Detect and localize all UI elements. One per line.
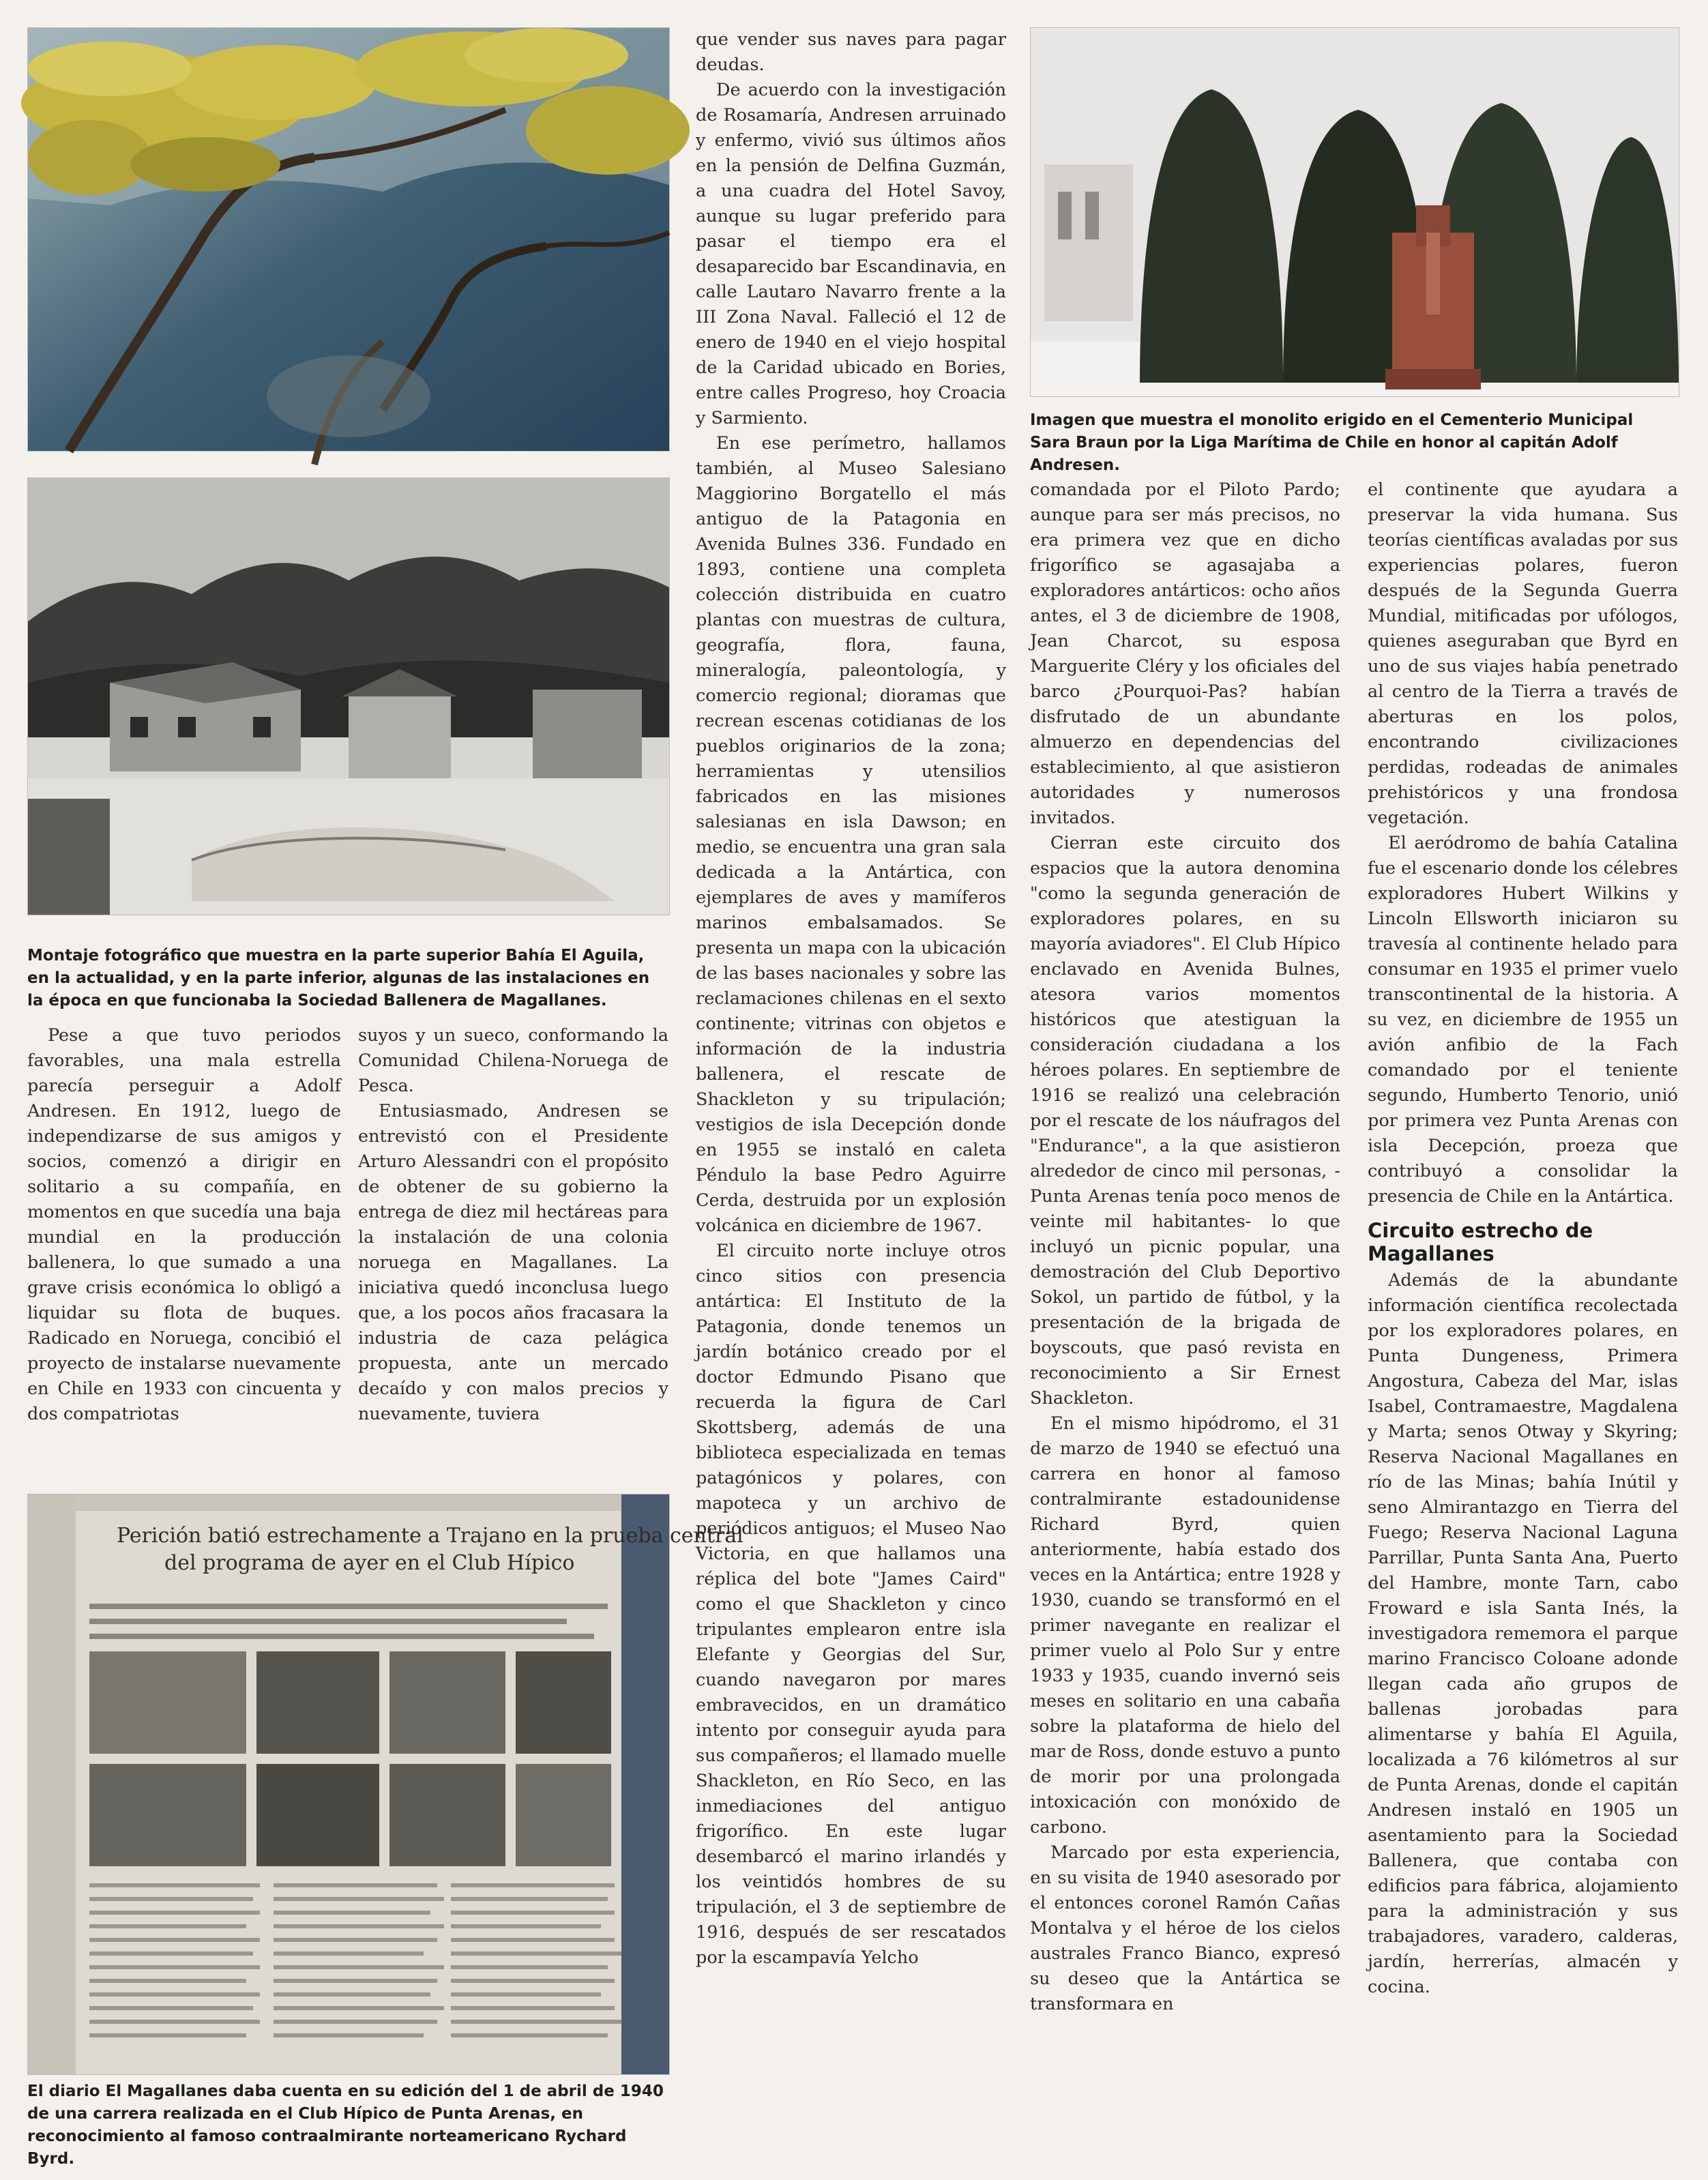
photo-bahia-el-aguila bbox=[27, 27, 670, 452]
column-3 bbox=[696, 27, 1006, 1971]
column-4 bbox=[1030, 477, 1340, 2017]
photo-monolito-cementerio bbox=[1030, 27, 1679, 397]
paragraph: En ese perímetro, hallamos también, al Museo Salesiano Maggiorino Borgatello el más antiguo de la Patagonia en Avenida Bulnes 336. Fundado en 1893, contiene una completa colección distribuida en cuatro plantas con muestras de cultura, geografía, flora, fauna, mineralogía, paleontología, y comercio regional; dioramas que recrean escenas cotidianas de los pueblos originarios de la zona; herramientas y utensilios fabricados en las misiones salesianas en isla Dawson; en medio, se encuentra una gran sala dedicada a la Antártica, con ejemplares de aves y mamíferos marinos embalsamados. Se presenta un mapa con la ubicación de las bases nacionales y sobre las reclamaciones chilenas en el sexto continente; vitrinas con objetos e información de la industria ballenera, el rescate de Shackleton y su tripulación; vestigios de isla Decepción donde en 1955 se instaló en caleta Péndulo la base Pedro Aguirre Cerda, destruida por un explosión volcánica en diciembre de 1967. bbox=[696, 433, 1006, 1236]
column-5 bbox=[1368, 477, 1678, 2000]
paragraph: suyos y un sueco, conformando la Comunidad Chilena-Noruega de Pesca. bbox=[358, 1025, 668, 1096]
paragraph: el continente que ayudara a preservar la vida humana. Sus teorías científicas avaladas por sus experiencias polares, fueron después de la Segunda Guerra Mundial, mitificadas por ufólogos, quienes aseguraban que Byrd en uno de sus viajes había penetrado al centro de la Tierra a través de aberturas en los polos, encontrando civilizaciones perdidas, rodeadas de animales prehistóricos y una frondosa vegetación. bbox=[1368, 480, 1678, 828]
paragraph: Además de la abundante información científica recolectada por los exploradores polares, en Punta Dungeness, Primera Angostura, Cabeza del Mar, islas Isabel, Contramaestre, Magdalena y Marta; senos Otway y Skyring; Reserva Nacional Magallanes en río de las Minas; bahía Inútil y seno Almirantazgo en Tierra del Fuego; Reserva Nacional Laguna Parrillar, Punta Santa Ana, Puerto del Hambre, monte Tarn, cabo Froward e isla Santa Inés, la investigadora rememora el parque marino Francisco Coloane adonde llegan cada año grupos de ballenas jorobadas para alimentarse y bahía El Aguila, localizada a 76 kilómetros al sur de Punta Arenas, donde el capitán Andresen instaló en 1905 un asentamiento para la Sociedad Ballenera, que contaba con edificios para fábrica, alojamiento para la administración y sus trabajadores, varadero, calderas, jardín, herrerías, almacén y cocina. bbox=[1368, 1270, 1678, 1997]
paragraph: Entusiasmado, Andresen se entrevistó con el Presidente Arturo Alessandri con el propósito de obtener de su gobierno la entrega de diez mil hectáreas para la instalación de una colonia noruega en Magallanes. La iniciativa quedó inconclusa luego que, a los pocos años fracasara la industria de caza pelágica propuesta, ante un mercado decaído y con malos precios y nuevamente, tuviera bbox=[358, 1101, 668, 1424]
paragraph: En el mismo hipódromo, el 31 de marzo de 1940 se efectuó una carrera en honor al famoso contralmirante estadounidense Richard Byrd, quien anteriormente, había estado dos veces en la Antártica; entre 1928 y 1930, cuando se transformó en el primer navegante en realizar el primer vuelo al Polo Sur y entre 1933 y 1935, cuando invernó seis meses en solitario en una cabaña sobre la plataforma de hielo del mar de Ross, donde estuvo a punto de morir por una prolongada intoxicación con monóxido de carbono. bbox=[1030, 1413, 1340, 1838]
newspaper-headline-2: del programa de ayer en el Club Hípico bbox=[164, 1551, 575, 1575]
paragraph: Marcado por esta experiencia, en su visita de 1940 asesorado por el entonces coronel Ramón Cañas Montalva y el héroe de los cielos australes Franco Bianco, expresó su deseo que la Antártica se transformara en bbox=[1030, 1842, 1340, 2014]
caption-montaje: Montaje fotográfico que muestra en la parte superior Bahía El Aguila, en la actualidad, y en la parte inferior, algunas de las instalaciones en la época en que funcionaba la Sociedad Ballenera de Magallanes. bbox=[27, 947, 650, 1010]
paragraph: Pese a que tuvo periodos favorables, una mala estrella parecía perseguir a Adolf Andresen. En 1912, luego de independizarse de sus amigos y socios, comenzó a dirigir en solitario a su compañía, en momentos en que sucedía una baja mundial en la producción ballenera, lo que sumado a una grave crisis económica lo obligó a liquidar su flota de buques. Radicado en Noruega, concibió el proyecto de instalarse nuevamente en Chile en 1933 con cincuenta y dos compatriotas bbox=[27, 1025, 341, 1424]
column-2 bbox=[358, 1023, 668, 1427]
paragraph: Cierran este circuito dos espacios que la autora denomina "como la segunda generación de exploradores polares, en su mayoría aviadores". El Club Hípico enclavado en Avenida Bulnes, atesora varios momentos históricos que atestiguan la consideración ciudadana a los héroes polares. En septiembre de 1916 se realizó una celebración por el rescate de los náufragos del "Endurance", a la que asistieron alrededor de cinco mil personas, -Punta Arenas tenía poco menos de veinte mil habitantes- lo que incluyó un picnic popular, una demostración del Club Deportivo Sokol, un partido de fútbol, y la presentación de la brigada de boyscouts, que pasó revista en reconocimiento a Sir Ernest Shackleton. bbox=[1030, 833, 1340, 1409]
section-heading: Circuito estrecho de Magallanes bbox=[1368, 1219, 1593, 1265]
paragraph: El aeródromo de bahía Catalina fue el escenario donde los célebres exploradores Hubert Wilkins y Lincoln Ellsworth iniciaron su travesía al continente helado para consumar en 1935 el primer vuelo transcontinental de la historia. A su vez, en diciembre de 1955 un avión anfibio de la Fach comandado por el teniente segundo, Humberto Tenorio, unió por primera vez Punta Arenas con isla Decepción, proeza que contribuyó a consolidar la presencia de Chile en la Antártica. bbox=[1368, 833, 1679, 1207]
paragraph: El circuito norte incluye otros cinco sitios con presencia antártica: El Instituto de la Patagonia, donde tenemos un jardín botánico creado por el doctor Edmundo Pisano que recuerda la figura de Carl Skottsberg, además de una biblioteca especializada en temas patagónicos y polares, con mapoteca y un archivo de periódicos antiguos; el Museo Nao Victoria, en que hallamos una réplica del bote "James Caird" como el que Shackleton y cinco tripulantes emplearon entre isla Elefante y Georgias del Sur, cuando navegaron por mares embravecidos, en un dramático intento por conseguir ayuda para sus compañeros; el llamado muelle Shackleton, en Río Seco, en las inmediaciones del antiguo frigorífico. En este lugar desembarcó el marino irlandés y los veintidós hombres de su tripulación, el 3 de septiembre de 1916, después de ser rescatados por la escampavía Yelcho bbox=[696, 1241, 1006, 1968]
paragraph: comandada por el Piloto Pardo; aunque para ser más precisos, no era primera vez que en dicho frigorífico se agasajaba a exploradores antárticos: ocho años antes, el 3 de diciembre de 1908, Jean Charcot, su esposa Marguerite Cléry y los oficiales del barco ¿Pourquoi-Pas? habían disfrutado de un abundante almuerzo en dependencias del establecimiento, al que asistieron autoridades y numerosos invitados. bbox=[1030, 480, 1340, 828]
paragraph: De acuerdo con la investigación de Rosamaría, Andresen arruinado y enfermo, vivió sus últimos años en la pensión de Delfina Guzmán, a una cuadra del Hotel Savoy, aunque su lugar preferido para pasar el tiempo era el desaparecido bar Escandinavia, en calle Lautaro Navarro frente a la III Zona Naval. Falleció el 12 de enero de 1940 en el viejo hospital de la Caridad ubicado en Bories, entre calles Progreso, hoy Croacia y Sarmiento. bbox=[696, 80, 1006, 428]
paragraph: que vender sus naves para pagar deudas. bbox=[696, 29, 1006, 75]
newspaper-headline-1: Perición batió estrechamente a Trajano en la prueba central bbox=[117, 1524, 743, 1548]
column-1 bbox=[27, 1023, 341, 1427]
photo-diario-el-magallanes bbox=[27, 1494, 743, 2075]
photo-sociedad-ballenera bbox=[27, 477, 670, 915]
caption-monolito: Imagen que muestra el monolito erigido en el Cementerio Municipal Sara Braun por la Liga Marítima de Chile en honor al capitán Adolf Andresen. bbox=[1030, 411, 1634, 474]
caption-diario: El diario El Magallanes daba cuenta en su edición del 1 de abril de 1940 de una carrera realizada en el Club Hípico de Punta Arenas, en reconocimiento al famoso contraalmirante norteamericano Rychard Byrd. bbox=[27, 2082, 664, 2168]
